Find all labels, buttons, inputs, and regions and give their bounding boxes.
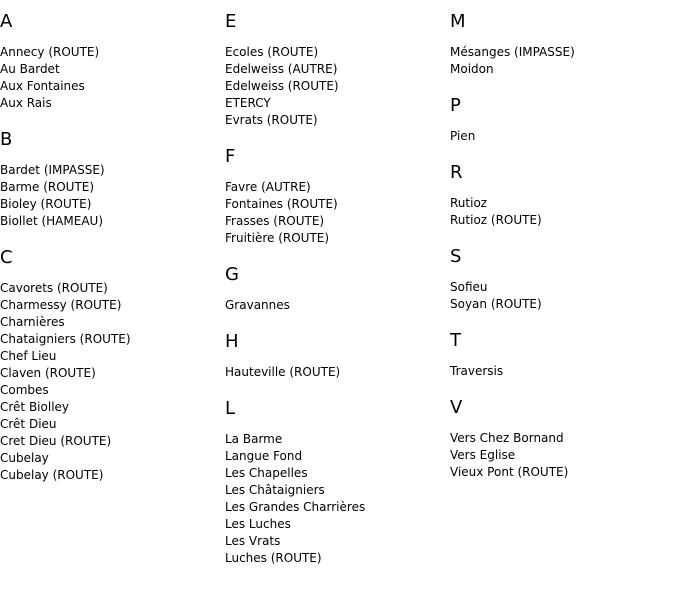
letter-heading: A [0, 11, 13, 32]
street-list [225, 297, 450, 314]
street-link[interactable]: Les Grandes Charrières [225, 500, 366, 514]
street-link[interactable]: Chataigniers (ROUTE) [0, 332, 131, 346]
letter-heading: M [450, 11, 466, 32]
street-list [0, 44, 225, 112]
letter-heading: G [225, 264, 239, 285]
letter-group [0, 112, 225, 230]
letter-group [225, 381, 450, 567]
street-list [450, 128, 675, 145]
column-3 [450, 0, 675, 481]
street-link[interactable]: Fruitière (ROUTE) [225, 231, 330, 245]
street-link[interactable]: Ecoles (ROUTE) [225, 45, 319, 59]
street-link[interactable]: Biollet (HAMEAU) [0, 214, 104, 228]
street-link[interactable]: Cavorets (ROUTE) [0, 281, 108, 295]
street-link[interactable]: Crêt Dieu [0, 417, 57, 431]
letter-heading: C [0, 247, 13, 268]
street-list [225, 44, 450, 129]
street-link[interactable]: Vers Eglise [450, 448, 516, 462]
street-list [225, 179, 450, 247]
letter-group [0, 0, 225, 112]
street-link[interactable]: Barme (ROUTE) [0, 180, 95, 194]
street-list [450, 279, 675, 313]
street-link[interactable]: Les Châtaigniers [225, 483, 325, 497]
street-link[interactable]: Annecy (ROUTE) [0, 45, 100, 59]
letter-group [225, 247, 450, 314]
street-link[interactable]: Rutioz (ROUTE) [450, 213, 542, 227]
street-list [450, 430, 675, 481]
street-link[interactable]: Soyan (ROUTE) [450, 297, 542, 311]
street-link[interactable]: Bioley (ROUTE) [0, 197, 92, 211]
letter-heading: L [225, 398, 236, 419]
street-link[interactable]: Au Bardet [0, 62, 60, 76]
letter-group [450, 0, 675, 78]
street-link[interactable]: Les Luches [225, 517, 291, 531]
street-link[interactable]: Rutioz [450, 196, 488, 210]
street-link[interactable]: Fontaines (ROUTE) [225, 197, 338, 211]
street-link[interactable]: Aux Rais [0, 96, 52, 110]
letter-group [225, 314, 450, 381]
letter-group [450, 313, 675, 380]
street-link[interactable]: Combes [0, 383, 49, 397]
street-link[interactable]: Moidon [450, 62, 494, 76]
street-link[interactable]: Charnières [0, 315, 65, 329]
street-link[interactable]: La Barme [225, 432, 283, 446]
letter-group [450, 145, 675, 229]
letter-heading: P [450, 95, 461, 116]
letter-heading: B [0, 129, 13, 150]
street-link[interactable]: Chef Lieu [0, 349, 57, 363]
street-link[interactable]: Cret Dieu (ROUTE) [0, 434, 112, 448]
letter-group [225, 129, 450, 247]
street-link[interactable]: Aux Fontaines [0, 79, 85, 93]
street-link[interactable]: Luches (ROUTE) [225, 551, 322, 565]
street-link[interactable]: Sofieu [450, 280, 488, 294]
street-link[interactable]: Vers Chez Bornand [450, 431, 564, 445]
street-link[interactable]: ETERCY [225, 96, 271, 110]
column-1 [0, 0, 225, 484]
street-list [450, 44, 675, 78]
letter-heading: E [225, 11, 237, 32]
street-link[interactable]: Crêt Biolley [0, 400, 70, 414]
street-link[interactable]: Gravannes [225, 298, 290, 312]
street-link[interactable]: Traversis [450, 364, 504, 378]
street-list [0, 280, 225, 484]
street-link[interactable]: Favre (AUTRE) [225, 180, 311, 194]
letter-group [450, 229, 675, 313]
letter-group [450, 78, 675, 145]
street-link[interactable]: Hauteville (ROUTE) [225, 365, 341, 379]
street-link[interactable]: Bardet (IMPASSE) [0, 163, 105, 177]
street-list [225, 364, 450, 381]
letter-heading: F [225, 146, 236, 167]
street-link[interactable]: Langue Fond [225, 449, 303, 463]
letter-heading: S [450, 246, 462, 267]
letter-group [0, 230, 225, 484]
street-link[interactable]: Frasses (ROUTE) [225, 214, 325, 228]
street-link[interactable]: Vieux Pont (ROUTE) [450, 465, 569, 479]
letter-group [225, 0, 450, 129]
street-link[interactable]: Pien [450, 129, 476, 143]
street-list [225, 431, 450, 567]
street-link[interactable]: Charmessy (ROUTE) [0, 298, 122, 312]
street-list [0, 162, 225, 230]
letter-heading: T [450, 330, 461, 351]
street-link[interactable]: Cubelay (ROUTE) [0, 468, 104, 482]
street-list [450, 195, 675, 229]
column-2 [225, 0, 450, 567]
street-link[interactable]: Mésanges (IMPASSE) [450, 45, 575, 59]
street-link[interactable]: Cubelay [0, 451, 49, 465]
street-list [450, 363, 675, 380]
letter-heading: R [450, 162, 463, 183]
letter-group [450, 380, 675, 481]
street-link[interactable]: Edelweiss (AUTRE) [225, 62, 338, 76]
letter-heading: V [450, 397, 463, 418]
letter-heading: H [225, 331, 239, 352]
street-link[interactable]: Evrats (ROUTE) [225, 113, 318, 127]
street-link[interactable]: Les Vrats [225, 534, 281, 548]
street-link[interactable]: Les Chapelles [225, 466, 308, 480]
street-link[interactable]: Edelweiss (ROUTE) [225, 79, 339, 93]
street-link[interactable]: Claven (ROUTE) [0, 366, 96, 380]
